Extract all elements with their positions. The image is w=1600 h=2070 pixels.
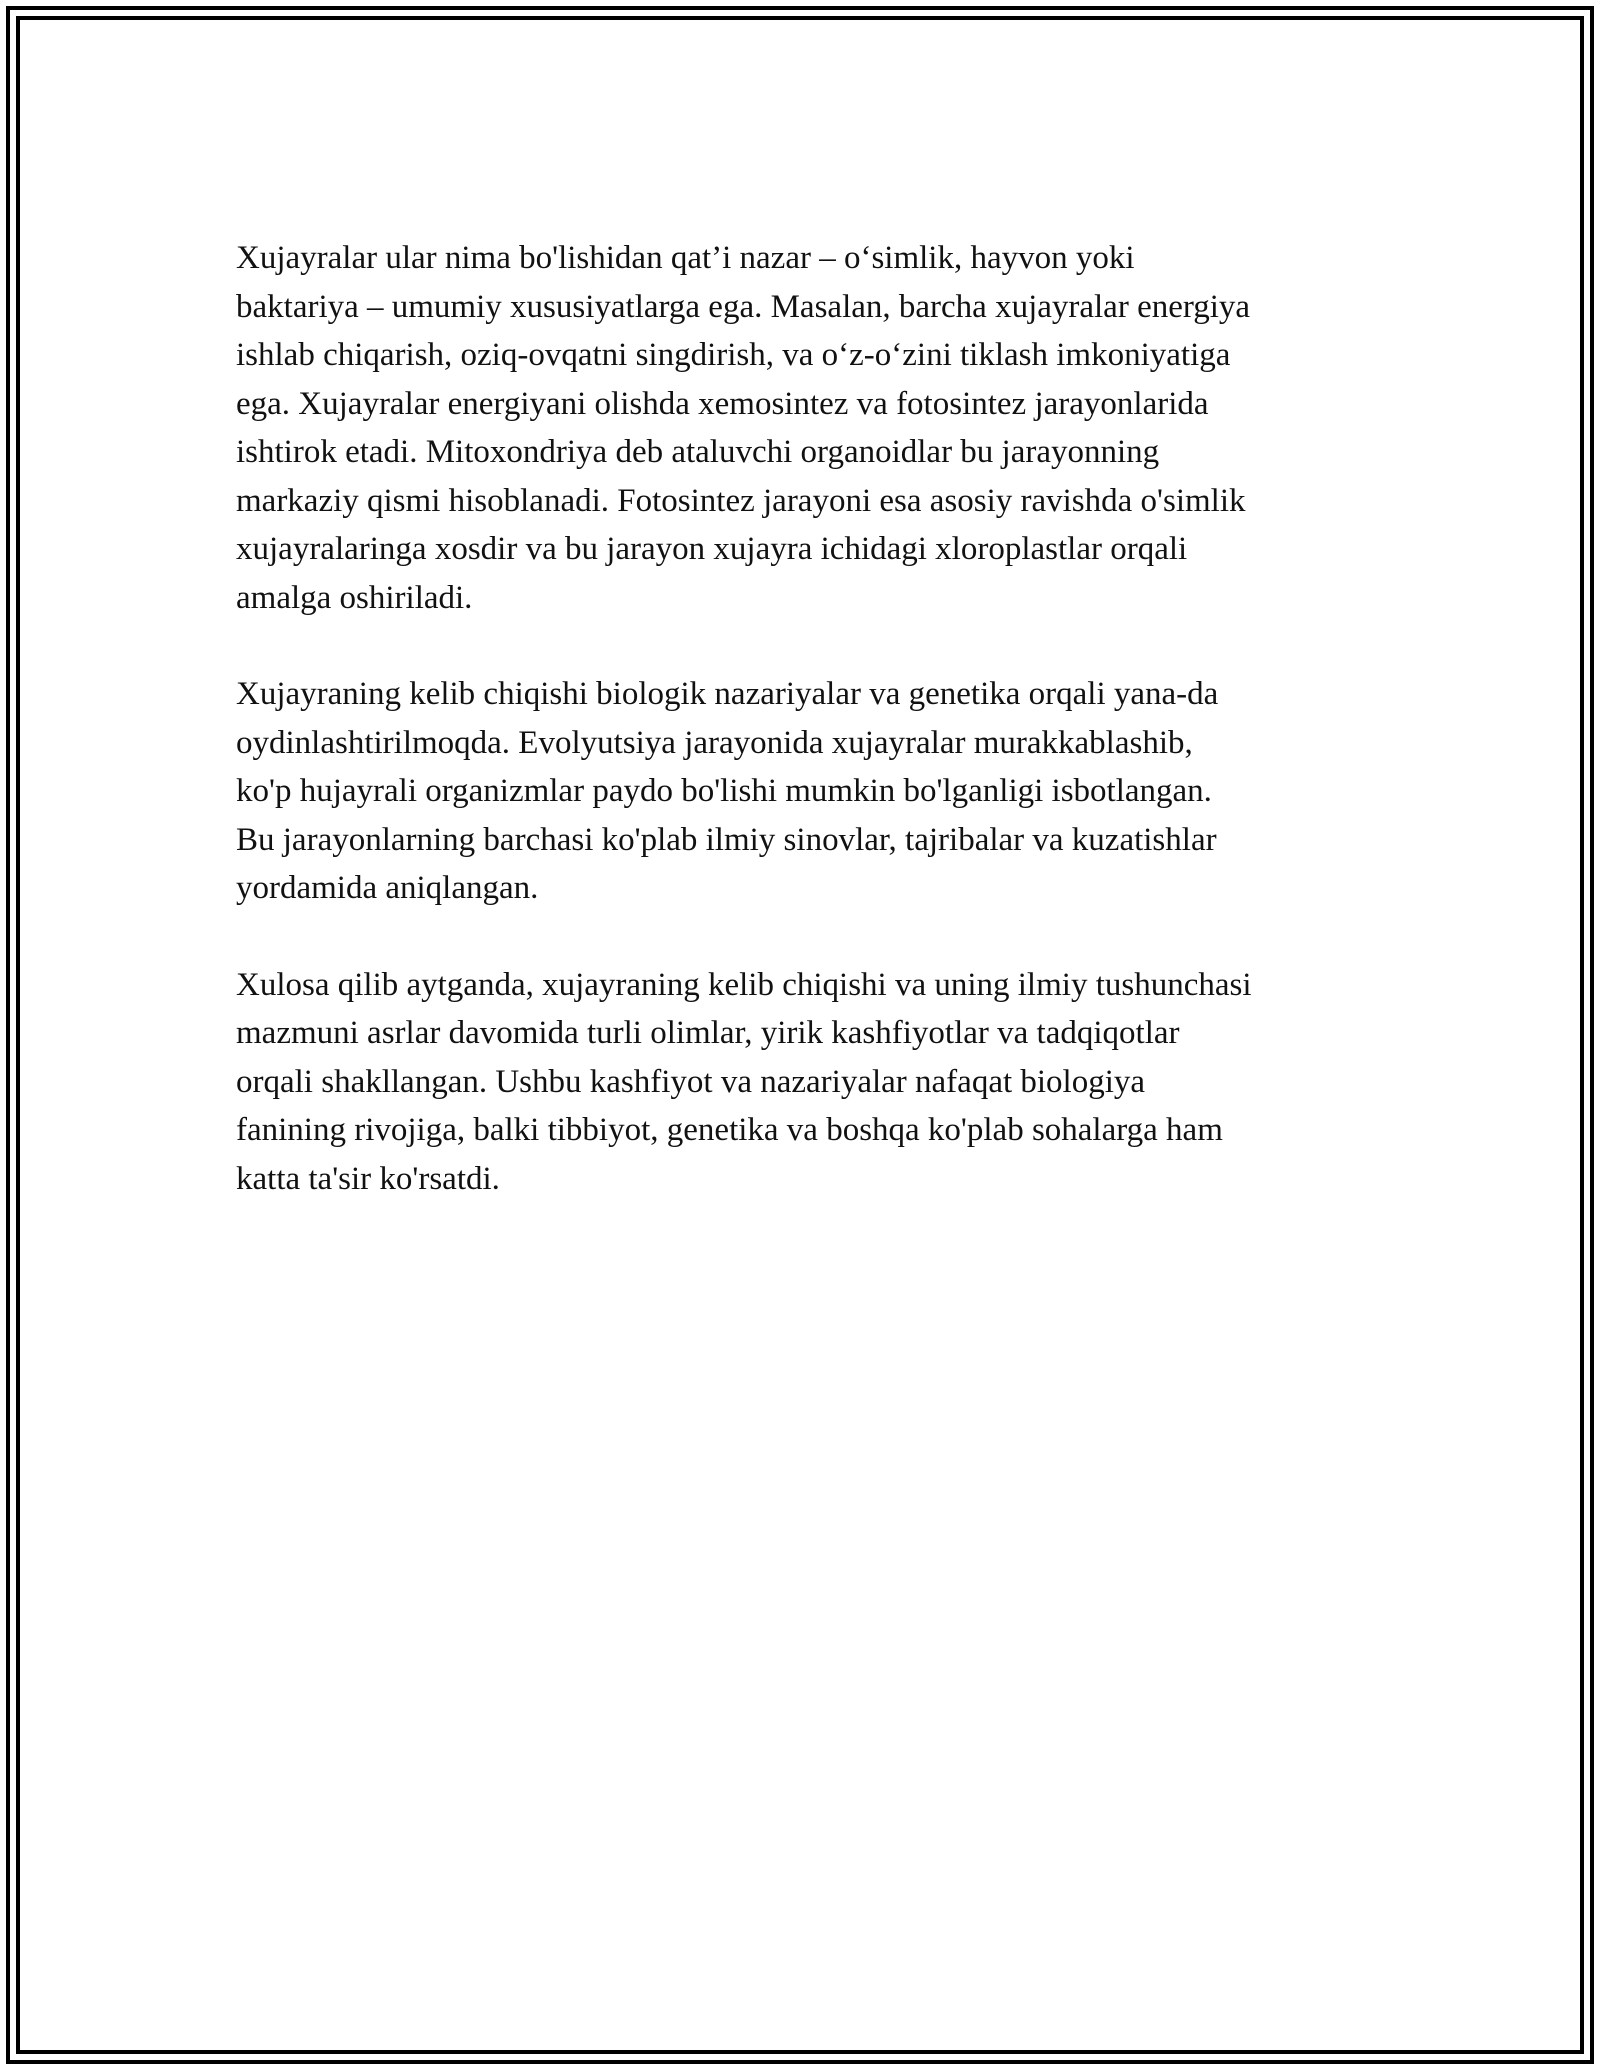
paragraph-cell-origin: Xujayraning kelib chiqishi biologik nazariyalar va genetika orqali yana-da oydinlashtirilmoqda. Evolyutsiya jarayonida xujayralar murakkablashib, ko'p hujayrali organizmlar paydo bo'lishi mumkin bo'lganligi isbotlangan. Bu jarayonlarning barchasi ko'plab ilmiy sinovlar, tajribalar va kuzatishlar yordamida aniqlangan. <box>236 676 1219 906</box>
paragraph-conclusion: Xulosa qilib aytganda, xujayraning kelib chiqishi va uning ilmiy tushunchasi mazmuni asrlar davomida turli olimlar, yirik kashfiyotlar va tadqiqotlar orqali shakllangan. Ushbu kashfiyot va nazariyalar nafaqat biologiya fanining rivojiga, balki tibbiyot, genetika va boshqa ko'plab sohalarga ham katta ta'sir ko'rsatdi. <box>236 966 1252 1197</box>
document-body <box>236 234 1386 1251</box>
paragraph-cell-functions: Xujayralar ular nima bo'lishidan qat’i nazar – oʻsimlik, hayvon yoki baktariya – umumiy xususiyatlarga ega. Masalan, barcha xujayralar energiya ishlab chiqarish, oziq-ovqatni singdirish, va oʻz-oʻzini tiklash imkoniyatiga ega. Xujayralar energiyani olishda xemosintez va fotosintez jarayonlarida ishtirok etadi. Mitoxondriya deb ataluvchi organoidlar bu jarayonning markaziy qismi hisoblanadi. Fotosintez jarayoni esa asosiy ravishda o'simlik xujayralaringa xosdir va bu jarayon xujayra ichidagi xloroplastlar orqali amalga oshiriladi. <box>236 240 1251 616</box>
